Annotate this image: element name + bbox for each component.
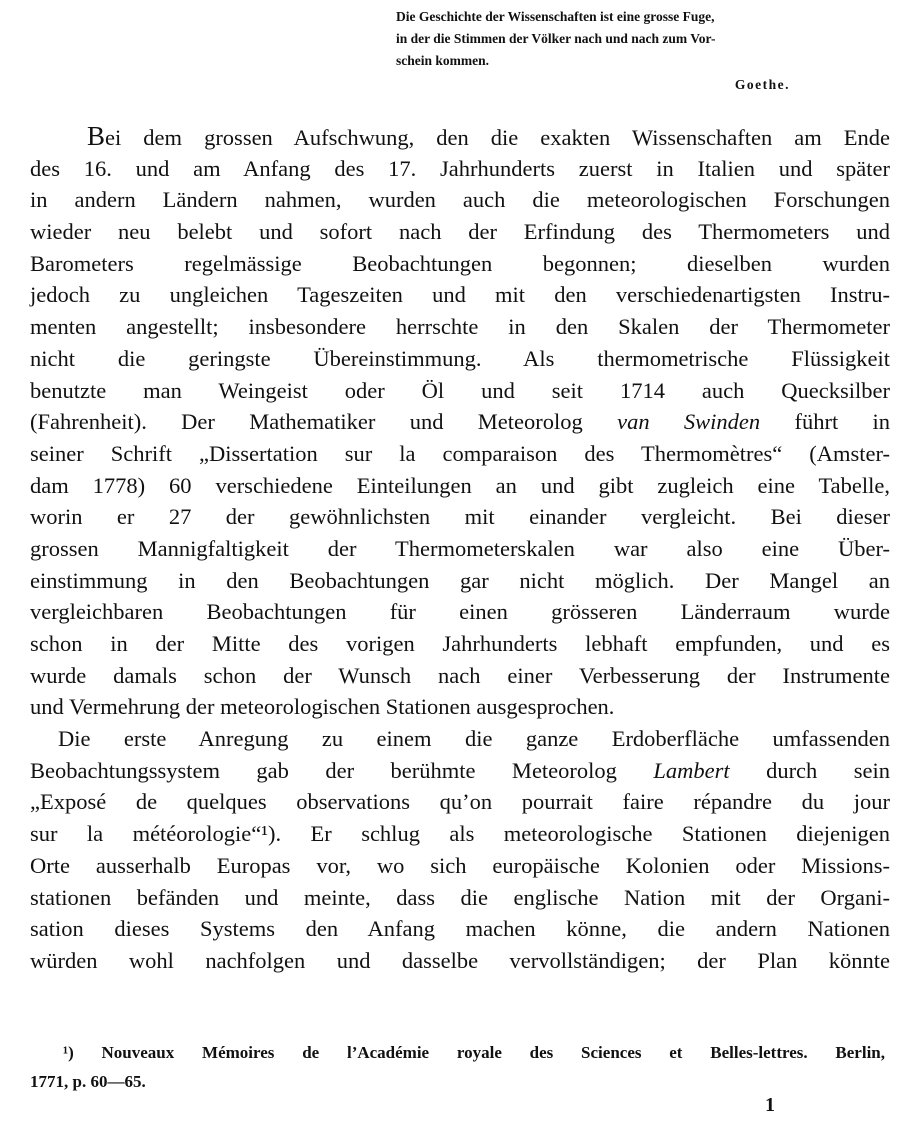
paragraph-1-line-1 [30, 121, 890, 153]
text-line: vergleichbaren Beobachtungen für einen grösseren Länderraum wurde [30, 599, 890, 625]
text-line: worin er 27 der gewöhnlichsten mit einander vergleicht. Bei dieser [30, 504, 890, 530]
text-line-van-swinden [30, 406, 890, 438]
text-line: jedoch zu ungleichen Tageszeiten und mit den verschiedenartigsten Instru- [30, 282, 890, 308]
text-line: grossen Mannigfaltigkeit der Thermometerskalen war also eine Über- [30, 535, 890, 561]
text-line: benutzte man Weingeist oder Öl und seit 1714 auch Quecksilber [30, 377, 890, 403]
epigraph-line: in der die Stimmen der Völker nach und nach zum Vor- [396, 31, 716, 46]
text-line: und Vermehrung der meteorologischen Stationen ausgesprochen. [30, 694, 615, 720]
text-line: dam 1778) 60 verschiedene Einteilungen an und gibt zugleich eine Tabelle, [30, 472, 890, 498]
paragraph-2-line-1: Die erste Anregung zu einem die ganze Erdoberfläche umfassenden [58, 726, 890, 752]
epigraph [396, 6, 866, 96]
drop-capital: B [87, 121, 106, 151]
text-line: einstimmung in den Beobachtungen gar nicht möglich. Der Mangel an [30, 567, 890, 593]
epigraph-line: schein kommen. [396, 53, 490, 68]
text-line: des 16. und am Anfang des 17. Jahrhunderts zuerst in Italien und später [30, 155, 890, 181]
epigraph-line: Die Geschichte der Wissenschaften ist eine grosse Fuge, [396, 9, 715, 24]
italic-name: Lambert [653, 757, 730, 783]
text-line: schon in der Mitte des vorigen Jahrhunderts lebhaft empfunden, und es [30, 631, 890, 656]
text-line: seiner Schrift „Dissertation sur la comparaison des Thermomètres“ (Amster- [30, 440, 890, 466]
text-line: menten angestellt; insbesondere herrschte in den Skalen der Thermometer [30, 314, 890, 340]
text-line: in andern Ländern nahmen, wurden auch die meteorologischen Forschungen [30, 187, 890, 213]
text-line: „Exposé de quelques observations qu’on pourrait faire répandre du jour [30, 789, 890, 815]
text-line: Barometers regelmässige Beobachtungen begonnen; dieselben wurden [30, 250, 890, 276]
text-line: würden wohl nachfolgen und dasselbe vervollständigen; der Plan könnte [30, 947, 890, 973]
text-line: nicht die geringste Übereinstimmung. Als thermometrische Flüssigkeit [30, 345, 890, 371]
line-text: (Fahrenheit). Der Mathematiker und Meteorolog [30, 409, 618, 435]
footnote-line: ¹) Nouveaux Mémoires de l’Académie royale des Sciences et Belles-lettres. Berlin, [63, 1043, 885, 1062]
footnote [30, 1038, 885, 1096]
body-text [30, 121, 890, 977]
text-line: wieder neu belebt und sofort nach der Erfindung des Thermometers und [30, 219, 890, 245]
text-line: stationen befänden und meinte, dass die englische Nation mit der Organi- [30, 884, 890, 910]
text-line: sur la météorologie“¹). Er schlug als meteorologische Stationen diejenigen [30, 821, 890, 847]
italic-name: van Swinden [617, 409, 761, 435]
text-line: wurde damals schon der Wunsch nach einer Verbesserung der Instrumente [30, 662, 890, 688]
line-text: durch sein [729, 757, 890, 783]
line-text: ei dem grossen Aufschwung, den die exakten Wissenschaften am Ende [105, 125, 890, 150]
line-text: führt in [760, 409, 891, 435]
page-number: 1 [765, 1094, 775, 1116]
line-text: Beobachtungssystem gab der berühmte Meteorolog [30, 757, 654, 783]
text-line: sation dieses Systems den Anfang machen könne, die andern Nationen [30, 916, 890, 942]
epigraph-author: Goethe. [734, 77, 790, 92]
text-line-lambert [30, 755, 890, 787]
text-line: Orte ausserhalb Europas vor, wo sich europäische Kolonien oder Missions- [30, 852, 890, 878]
footnote-line: 1771, p. 60—65. [30, 1072, 146, 1091]
